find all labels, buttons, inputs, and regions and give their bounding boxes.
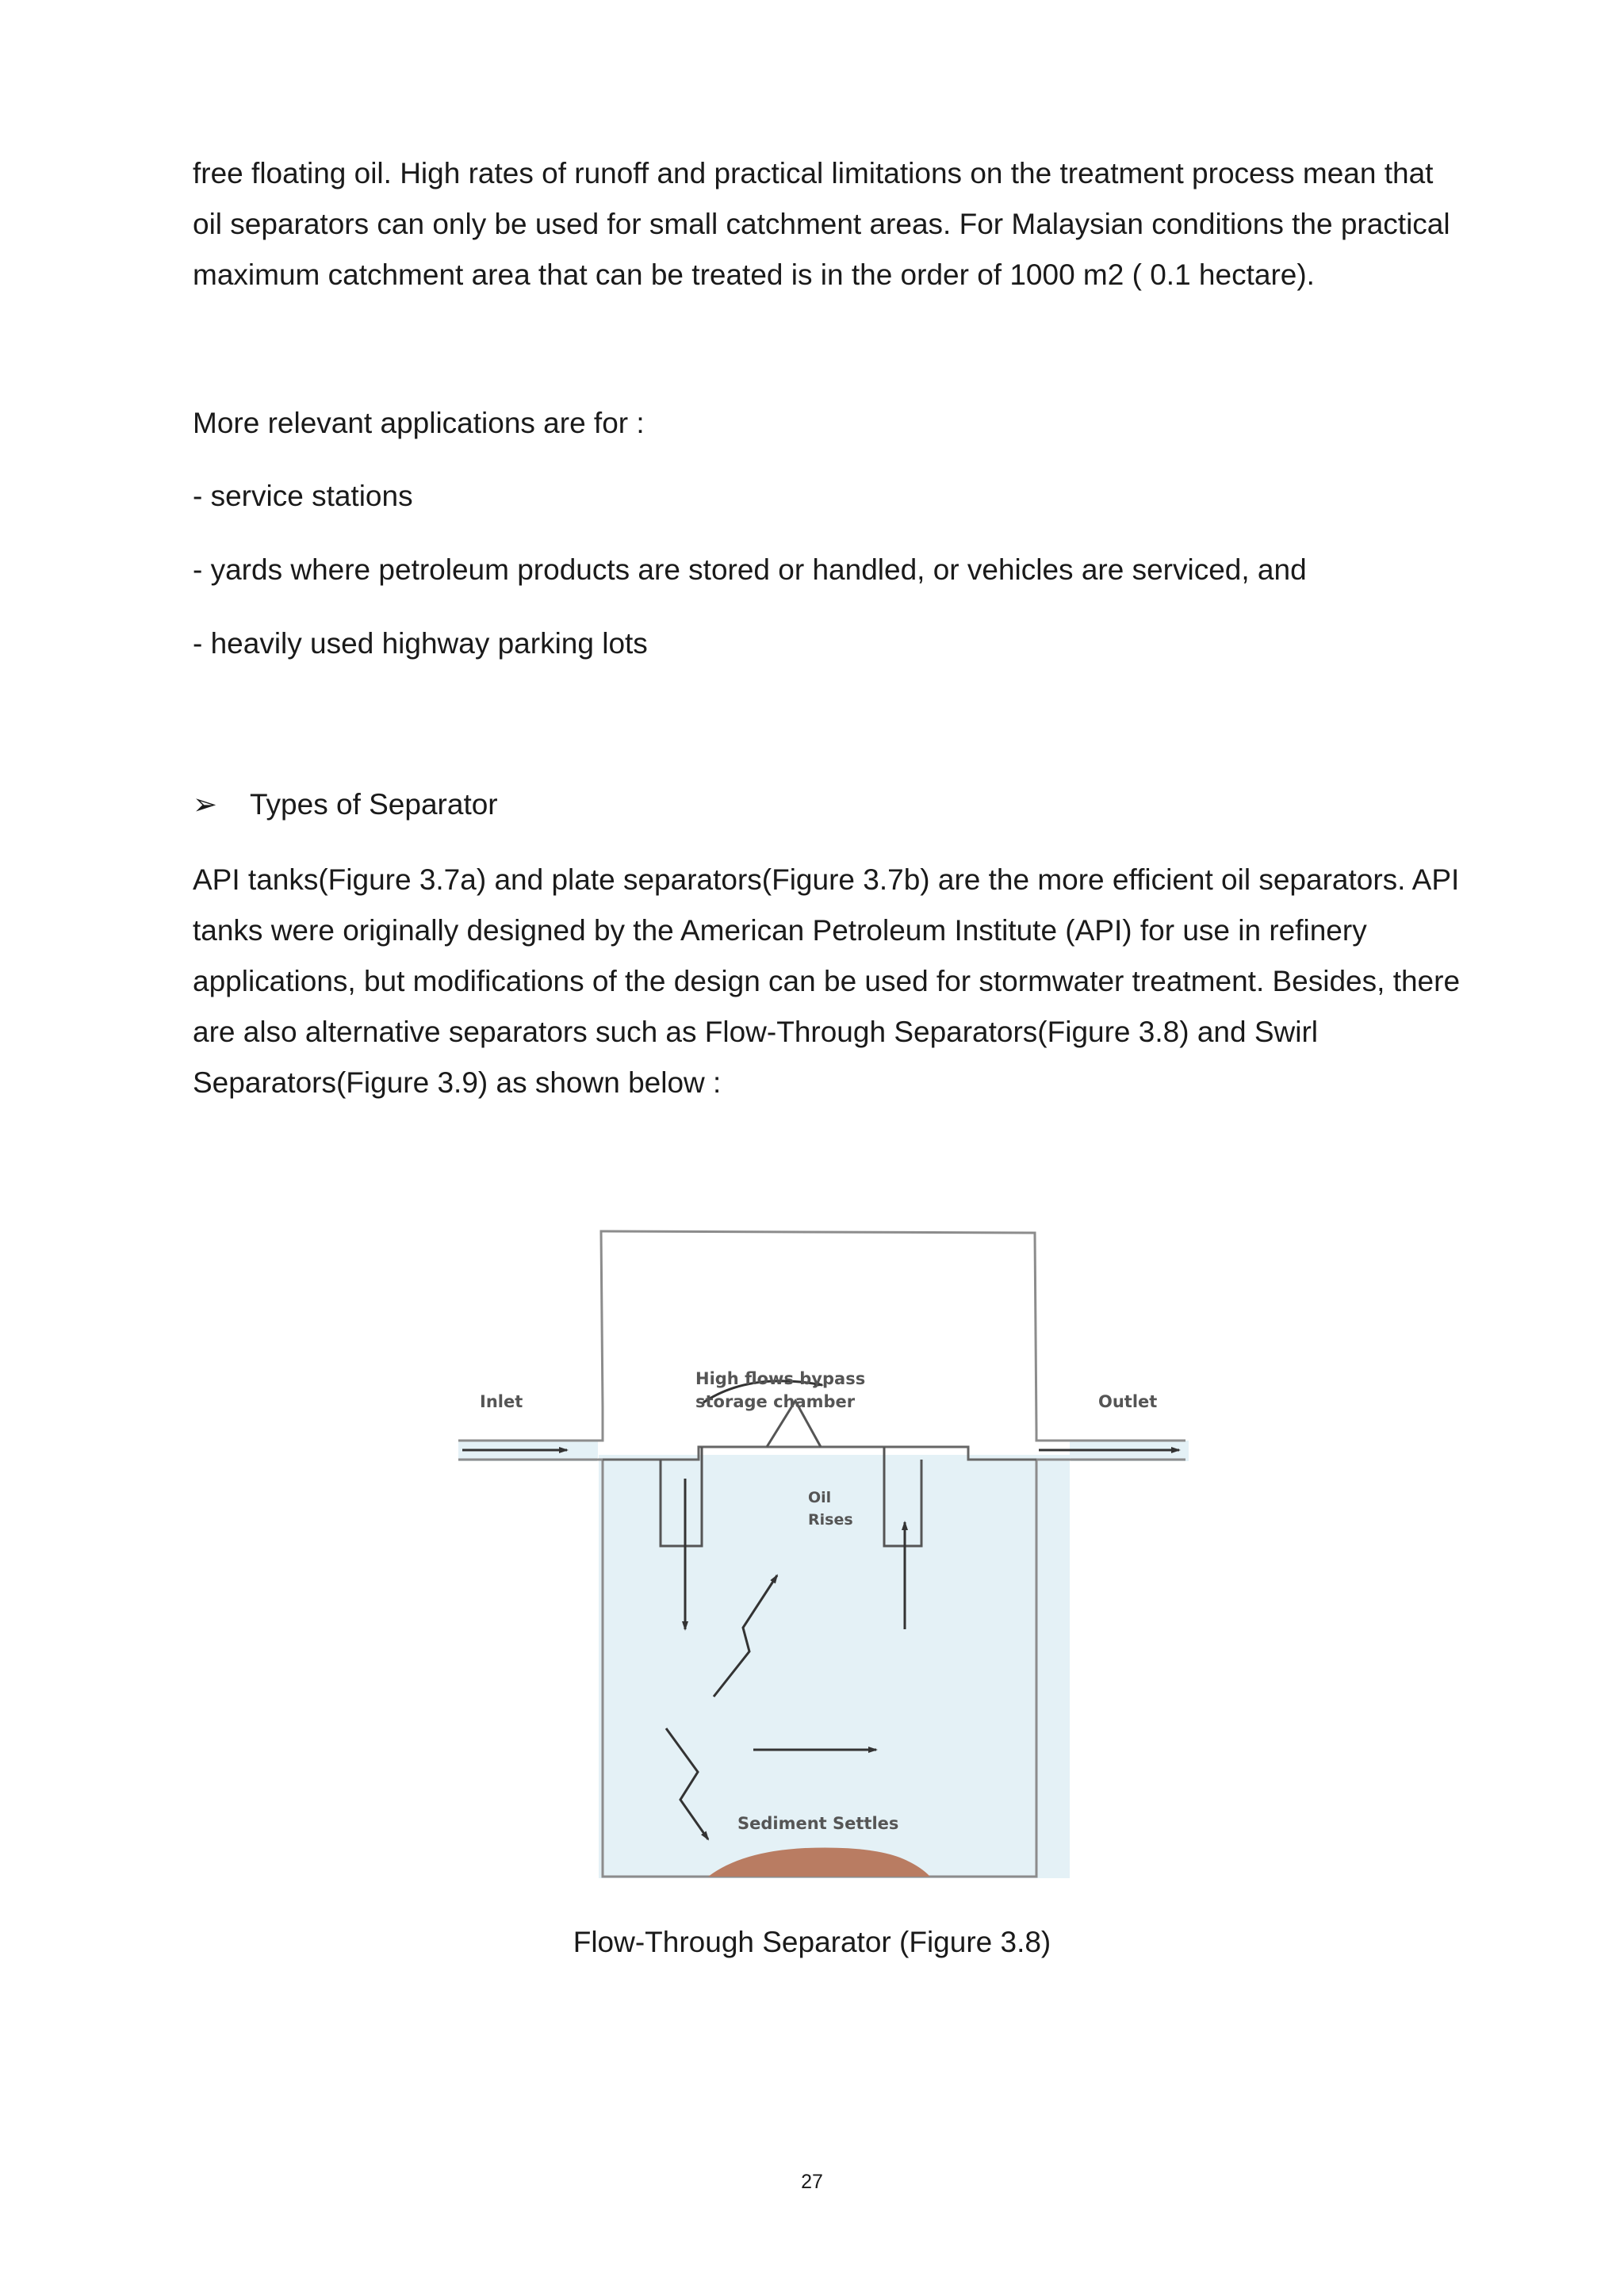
figure-caption: Flow-Through Separator (Figure 3.8): [573, 1926, 1051, 1958]
oil-rises-label-line2: Rises: [808, 1511, 853, 1529]
flow-through-separator-diagram: [456, 1217, 1189, 1899]
applications-intro: More relevant applications are for :: [193, 407, 645, 439]
bypass-label-line2: storage chamber: [695, 1392, 856, 1411]
oil-rises-label-line1: Oil: [808, 1489, 832, 1506]
paragraph-oil-separators-limits: free floating oil. High rates of runoff and practical limitations on the treatment process mean that oil separators can only be used for small catchment areas. For Malaysian conditions the practical maximum catchment area that can be treated is in the order of 1000 m2 ( 0.1 hectare).: [193, 157, 1450, 291]
list-item: - service stations: [193, 480, 413, 512]
list-item: - yards where petroleum products are stored or handled, or vehicles are serviced, and: [193, 553, 1307, 586]
inlet-label: Inlet: [480, 1392, 523, 1411]
sediment-settles-label: Sediment Settles: [737, 1814, 899, 1833]
paragraph-types-of-separator: API tanks(Figure 3.7a) and plate separators(Figure 3.7b) are the more efficient oil separators. API tanks were originally designed by the American Petroleum Institute (API) for use in refinery applications, but modifications of the design can be used for stormwater treatment. Besides, there are also alternative separators such as Flow-Through Separators(Figure 3.8) and Swirl Separators(Figure 3.9) as shown below :: [193, 863, 1461, 1099]
page-number: 27: [801, 2171, 823, 2193]
arrow-bullet-icon: ➢: [193, 788, 218, 821]
list-item: - heavily used highway parking lots: [193, 627, 648, 660]
section-heading-text: Types of Separator: [250, 788, 498, 821]
bypass-label-line1: High flows bypass: [695, 1369, 866, 1388]
section-heading: [193, 779, 498, 830]
outlet-label: Outlet: [1098, 1392, 1158, 1411]
